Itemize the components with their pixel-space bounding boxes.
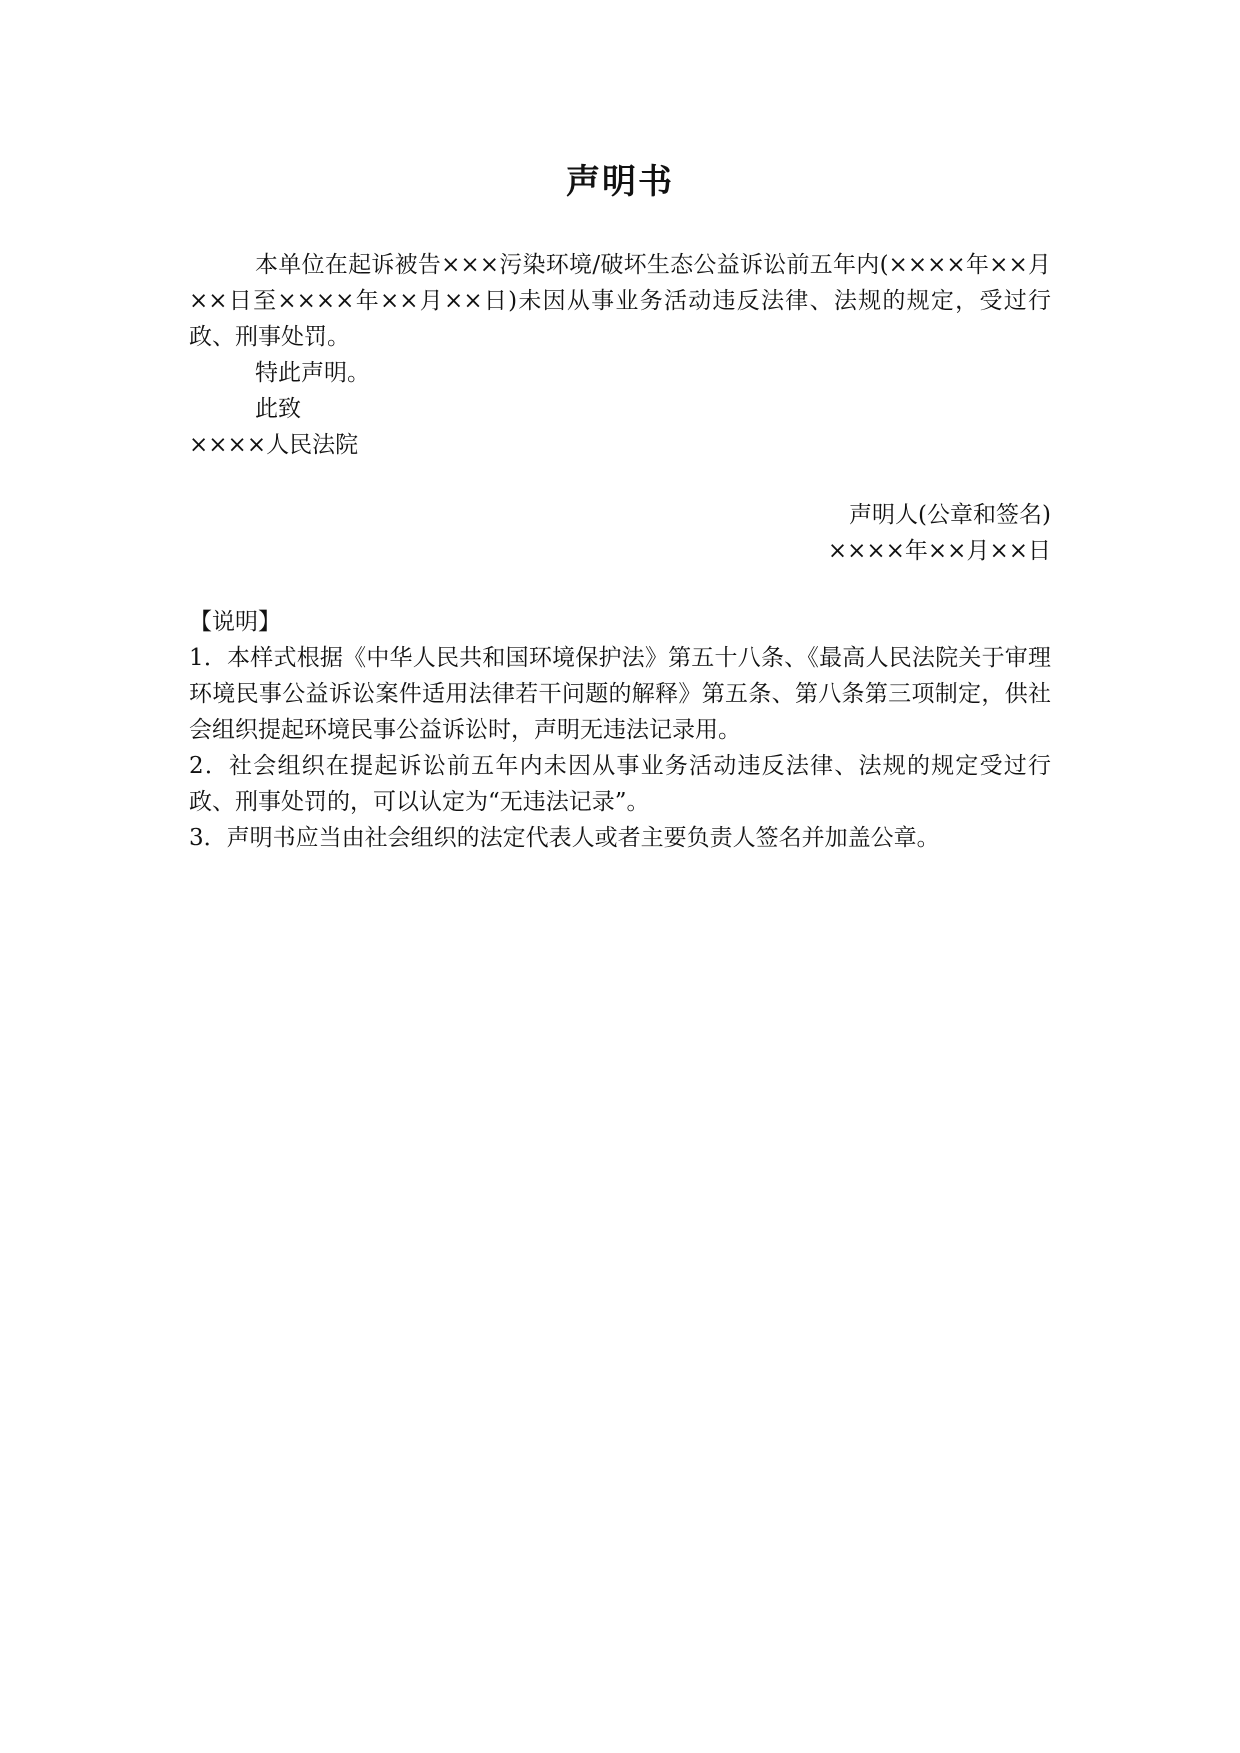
signer-line: 声明人(公章和签名) [849, 502, 1051, 528]
date-line: ××××年××月××日 [827, 538, 1051, 564]
note-item-3: 3．声明书应当由社会组织的法定代表人或者主要负责人签名并加盖公章。 [189, 825, 940, 851]
document-title: 声明书 [566, 162, 674, 202]
recipient-court: ××××人民法院 [189, 432, 359, 458]
note-item-1: 1．本样式根据《中华人民共和国环境保护法》第五十八条、《最高人民法院关于审理环境民事公益诉讼案件适用法律若干问题的解释》第五条、第八条第三项制定，供社会组织提起环境民事公益诉讼时，声明无违法记录用。 [189, 645, 1051, 743]
notes-heading: 【说明】 [189, 609, 281, 635]
body-paragraph: 本单位在起诉被告×××污染环境/破坏生态公益诉讼前五年内(××××年××月××日至××××年××月××日)未因从事业务活动违反法律、法规的规定，受过行政、刑事处罚。 [189, 252, 1051, 350]
note-item-2: 2．社会组织在提起诉讼前五年内未因从事业务活动违反法律、法规的规定受过行政、刑事处罚的，可以认定为“无违法记录”。 [189, 753, 1051, 815]
declaration-line: 特此声明。 [255, 360, 370, 386]
salutation-line: 此致 [255, 396, 301, 422]
